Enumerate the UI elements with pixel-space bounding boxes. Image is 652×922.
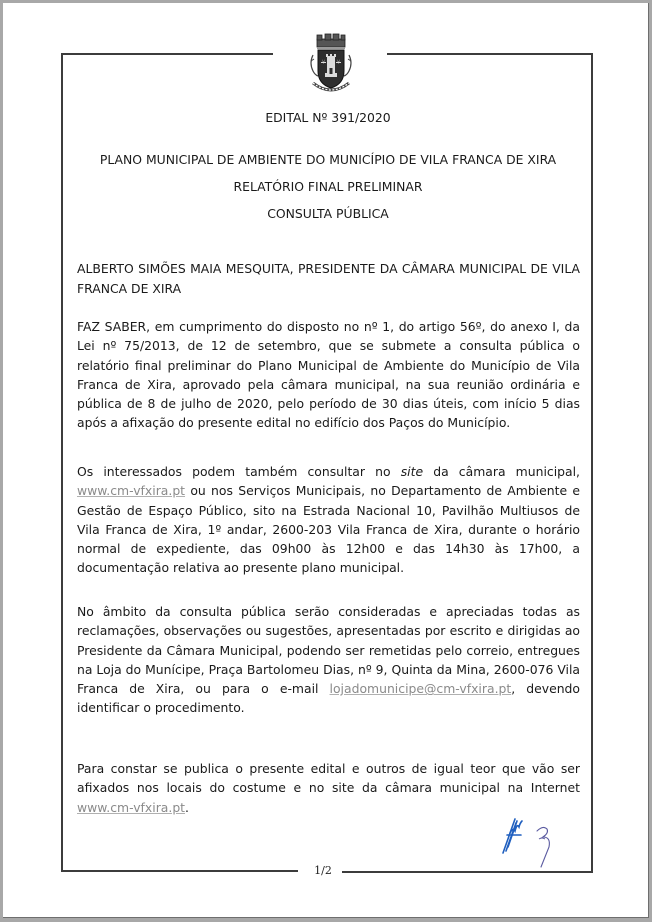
- handwritten-signature: [499, 813, 569, 869]
- paragraph-2-rest: ou nos Serviços Municipais, no Departamento de Ambiente e Gestão de Espaço Público, sito na Estrada Nacional 10, Pavilhão Multiusos de Vila Franca de Xira, 1º andar, 2600-203 Vila Franca de Xira, durante o horário normal de expediente, das 09h00 às 12h00 e das 14h30 às 17h00, a documentação relativa ao presente plano municipal.: [77, 483, 580, 576]
- frame-bottom-right: [342, 871, 593, 873]
- paragraph-submissions: [77, 602, 580, 718]
- paragraph-announcement: FAZ SABER, em cumprimento do disposto no nº 1, do artigo 56º, do anexo I, da Lei nº 75/2013, de 12 de setembro, que se submete a consulta pública o relatório final preliminar do Plano Municipal de Ambiente do Município de Vila Franca de Xira, aprovado pela câmara municipal, na sua reunião ordinária e pública de 8 de julho de 2020, pelo período de 30 dias úteis, com início 5 dias após a afixação do presente edital no edifício dos Paços do Município.: [77, 319, 580, 431]
- consultation-title: CONSULTA PÚBLICA: [267, 206, 389, 221]
- frame-top-right: [387, 53, 593, 55]
- document-page: [3, 3, 649, 918]
- paragraph-3-end: , devendo identificar o procedimento.: [77, 681, 580, 716]
- plan-title: PLANO MUNICIPAL DE AMBIENTE DO MUNICÍPIO DE VILA FRANCA DE XIRA: [99, 152, 557, 167]
- municipal-crest-logo: [301, 31, 361, 101]
- paragraph-2-intro: Os interessados podem também consultar no: [77, 464, 401, 479]
- site-word: site: [400, 464, 424, 479]
- paragraph-3-text: No âmbito da consulta pública serão consideradas e apreciadas todas as reclamações, observações ou sugestões, apresentadas por escrito e dirigidas ao Presidente da Câmara Municipal, podendo ser remetidas pelo correio, entregues na Loja do Munícipe, Praça Bartolomeu Dias, nº 9, Quinta da Mina, 2600-076 Vila Franca de Xira, ou para o e-mail: [77, 604, 580, 697]
- paragraph-consultation-places: [77, 462, 580, 578]
- paragraph-2-mid: da câmara municipal,: [423, 464, 580, 479]
- edital-title: EDITAL Nº 391/2020: [265, 110, 391, 125]
- frame-top-left: [61, 53, 273, 55]
- frame-bottom-left: [61, 870, 298, 872]
- frame-left: [61, 53, 63, 871]
- paragraph-closing: [77, 759, 580, 817]
- email-link[interactable]: lojadomunicipe@cm-vfxira.pt: [329, 681, 512, 697]
- page-number: 1/2: [314, 864, 332, 877]
- website-link[interactable]: www.cm-vfxira.pt: [77, 483, 186, 499]
- paragraph-4-text: Para constar se publica o presente edital e outros de igual teor que vão ser afixados nos locais do costume e no site da câmara municipal na Internet: [77, 761, 580, 796]
- paragraph-4-end: .: [185, 799, 189, 815]
- president-heading: ALBERTO SIMÕES MAIA MESQUITA, PRESIDENTE DA CÂMARA MUNICIPAL DE VILA FRANCA DE XIRA: [77, 261, 580, 296]
- closing-website-link[interactable]: www.cm-vfxira.pt: [77, 799, 186, 815]
- report-title: RELATÓRIO FINAL PRELIMINAR: [233, 179, 423, 194]
- frame-right: [591, 53, 593, 872]
